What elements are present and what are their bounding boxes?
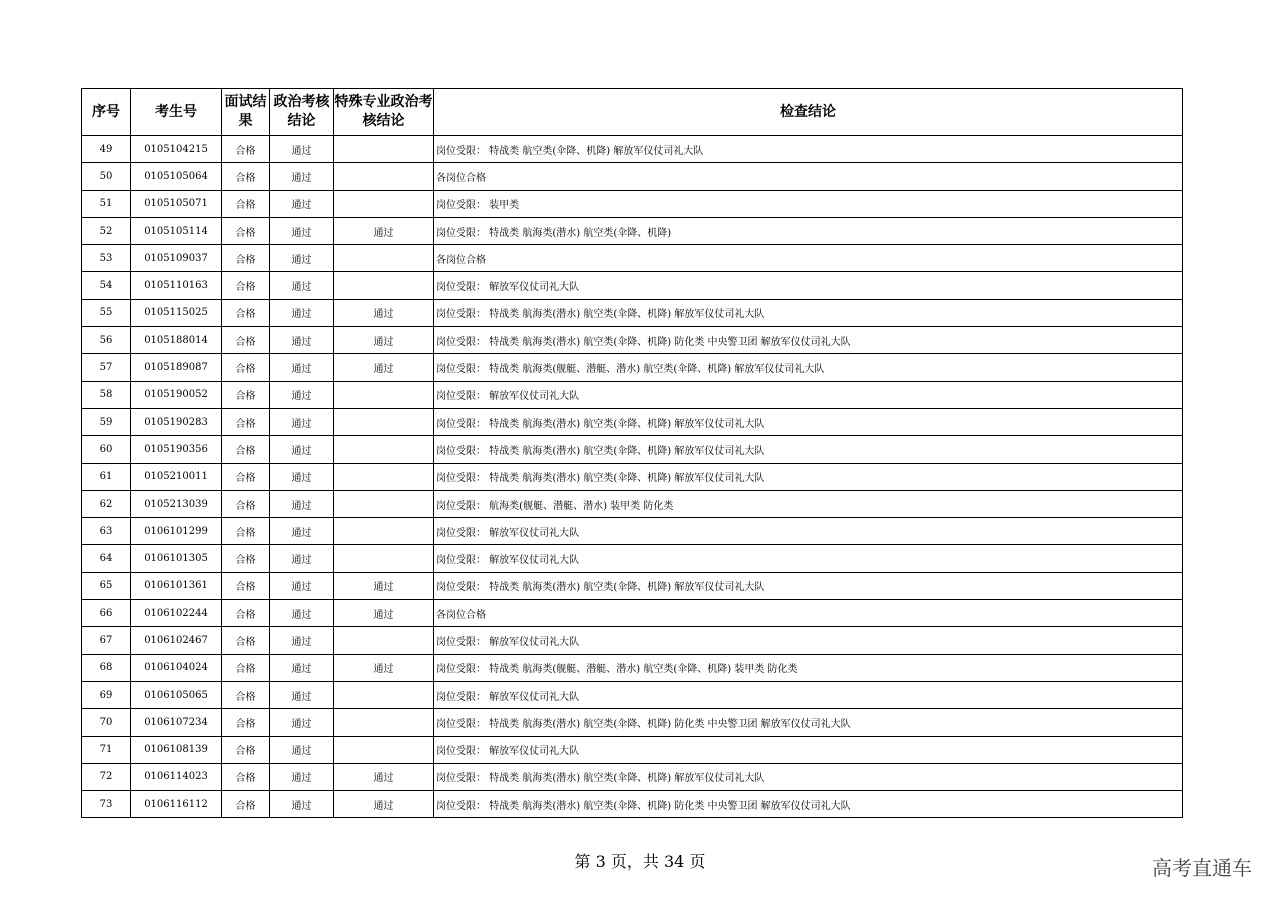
cell-interview-result: 合格 [222,327,270,354]
cell-candidate-number: 0106104024 [131,654,222,681]
cell-political-review: 通过 [270,600,334,627]
table-row [82,163,1183,190]
table-row [82,436,1183,463]
cell-special-political-review [334,545,434,572]
cell-interview-result: 合格 [222,709,270,736]
cell-interview-result: 合格 [222,763,270,790]
cell-inspection-conclusion: 岗位受限： 解放军仪仗司礼大队 [434,627,1183,654]
cell-special-political-review [334,163,434,190]
table-row [82,408,1183,435]
cell-political-review: 通过 [270,490,334,517]
cell-serial-number: 72 [82,763,131,790]
header-political-review: 政治考核结论 [270,89,334,136]
cell-interview-result: 合格 [222,190,270,217]
cell-serial-number: 51 [82,190,131,217]
table-row [82,763,1183,790]
cell-political-review: 通过 [270,545,334,572]
cell-political-review: 通过 [270,163,334,190]
cell-political-review: 通过 [270,791,334,818]
table-row [82,791,1183,818]
cell-inspection-conclusion: 岗位受限： 特战类 航海类(潜水) 航空类(伞降、机降) 解放军仪仗司礼大队 [434,572,1183,599]
cell-special-political-review [334,518,434,545]
cell-candidate-number: 0106102467 [131,627,222,654]
table-body [82,136,1183,818]
cell-political-review: 通过 [270,763,334,790]
cell-candidate-number: 0106101361 [131,572,222,599]
cell-interview-result: 合格 [222,654,270,681]
cell-special-political-review [334,490,434,517]
cell-candidate-number: 0105190356 [131,436,222,463]
cell-serial-number: 54 [82,272,131,299]
cell-interview-result: 合格 [222,791,270,818]
cell-candidate-number: 0105190283 [131,408,222,435]
cell-political-review: 通过 [270,627,334,654]
table-row [82,354,1183,381]
watermark-text: 高考直通车 [1152,856,1252,880]
cell-special-political-review [334,136,434,163]
cell-political-review: 通过 [270,463,334,490]
cell-inspection-conclusion: 各岗位合格 [434,163,1183,190]
cell-special-political-review [334,463,434,490]
cell-special-political-review: 通过 [334,791,434,818]
cell-special-political-review: 通过 [334,654,434,681]
cell-candidate-number: 0105115025 [131,299,222,326]
cell-inspection-conclusion: 岗位受限： 特战类 航海类(舰艇、潜艇、潜水) 航空类(伞降、机降) 装甲类 防化类 [434,654,1183,681]
table-row [82,190,1183,217]
cell-interview-result: 合格 [222,545,270,572]
cell-serial-number: 56 [82,327,131,354]
cell-interview-result: 合格 [222,627,270,654]
cell-interview-result: 合格 [222,299,270,326]
cell-interview-result: 合格 [222,518,270,545]
cell-inspection-conclusion: 岗位受限： 特战类 航海类(潜水) 航空类(伞降、机降) 解放军仪仗司礼大队 [434,299,1183,326]
cell-inspection-conclusion: 岗位受限： 解放军仪仗司礼大队 [434,381,1183,408]
cell-interview-result: 合格 [222,463,270,490]
cell-inspection-conclusion: 岗位受限： 解放军仪仗司礼大队 [434,518,1183,545]
table-row [82,381,1183,408]
table-row [82,217,1183,244]
cell-political-review: 通过 [270,572,334,599]
cell-interview-result: 合格 [222,272,270,299]
table-row [82,545,1183,572]
cell-serial-number: 60 [82,436,131,463]
cell-inspection-conclusion: 岗位受限： 解放军仪仗司礼大队 [434,681,1183,708]
cell-political-review: 通过 [270,272,334,299]
cell-candidate-number: 0106107234 [131,709,222,736]
cell-candidate-number: 0106101305 [131,545,222,572]
cell-inspection-conclusion: 各岗位合格 [434,245,1183,272]
cell-political-review: 通过 [270,709,334,736]
cell-political-review: 通过 [270,654,334,681]
table-row [82,736,1183,763]
cell-special-political-review [334,272,434,299]
table-row [82,136,1183,163]
cell-inspection-conclusion: 岗位受限： 特战类 航海类(潜水) 航空类(伞降、机降) 解放军仪仗司礼大队 [434,763,1183,790]
cell-interview-result: 合格 [222,681,270,708]
cell-serial-number: 55 [82,299,131,326]
cell-special-political-review [334,190,434,217]
cell-serial-number: 67 [82,627,131,654]
table-row [82,327,1183,354]
cell-inspection-conclusion: 各岗位合格 [434,600,1183,627]
cell-special-political-review [334,381,434,408]
cell-interview-result: 合格 [222,354,270,381]
cell-special-political-review [334,627,434,654]
cell-serial-number: 57 [82,354,131,381]
cell-special-political-review: 通过 [334,600,434,627]
table-row [82,572,1183,599]
cell-candidate-number: 0105110163 [131,272,222,299]
cell-serial-number: 64 [82,545,131,572]
cell-serial-number: 63 [82,518,131,545]
cell-candidate-number: 0105210011 [131,463,222,490]
cell-inspection-conclusion: 岗位受限： 航海类(舰艇、潜艇、潜水) 装甲类 防化类 [434,490,1183,517]
cell-serial-number: 61 [82,463,131,490]
cell-political-review: 通过 [270,245,334,272]
table-header-row [82,89,1183,136]
cell-special-political-review: 通过 [334,217,434,244]
cell-interview-result: 合格 [222,217,270,244]
cell-special-political-review: 通过 [334,327,434,354]
table-row [82,463,1183,490]
cell-political-review: 通过 [270,354,334,381]
cell-serial-number: 52 [82,217,131,244]
cell-inspection-conclusion: 岗位受限： 特战类 航海类(潜水) 航空类(伞降、机降) 防化类 中央警卫团 解放军仪仗司礼大队 [434,709,1183,736]
cell-special-political-review [334,681,434,708]
cell-interview-result: 合格 [222,736,270,763]
cell-inspection-conclusion: 岗位受限： 特战类 航海类(舰艇、潜艇、潜水) 航空类(伞降、机降) 解放军仪仗司礼大队 [434,354,1183,381]
page-number: 第 3 页，共 34 页 [574,852,706,871]
cell-serial-number: 70 [82,709,131,736]
header-candidate-number: 考生号 [131,89,222,136]
header-interview-result: 面试结果 [222,89,270,136]
cell-serial-number: 73 [82,791,131,818]
cell-inspection-conclusion: 岗位受限： 特战类 航海类(潜水) 航空类(伞降、机降) 解放军仪仗司礼大队 [434,436,1183,463]
table-row [82,245,1183,272]
cell-special-political-review: 通过 [334,299,434,326]
cell-interview-result: 合格 [222,408,270,435]
cell-special-political-review: 通过 [334,763,434,790]
results-table [81,88,1183,818]
table-row [82,490,1183,517]
cell-special-political-review [334,245,434,272]
cell-serial-number: 62 [82,490,131,517]
cell-candidate-number: 0105105064 [131,163,222,190]
cell-special-political-review [334,736,434,763]
cell-inspection-conclusion: 岗位受限： 特战类 航海类(潜水) 航空类(伞降、机降) 防化类 中央警卫团 解放军仪仗司礼大队 [434,327,1183,354]
cell-candidate-number: 0105189087 [131,354,222,381]
cell-inspection-conclusion: 岗位受限： 特战类 航海类(潜水) 航空类(伞降、机降) [434,217,1183,244]
cell-candidate-number: 0106102244 [131,600,222,627]
cell-candidate-number: 0105188014 [131,327,222,354]
cell-special-political-review [334,436,434,463]
cell-candidate-number: 0105105071 [131,190,222,217]
cell-candidate-number: 0106101299 [131,518,222,545]
cell-candidate-number: 0106108139 [131,736,222,763]
cell-political-review: 通过 [270,299,334,326]
cell-political-review: 通过 [270,736,334,763]
cell-serial-number: 59 [82,408,131,435]
header-inspection-conclusion: 检查结论 [434,89,1183,136]
header-special-political-review: 特殊专业政治考核结论 [334,89,434,136]
cell-interview-result: 合格 [222,136,270,163]
table-row [82,518,1183,545]
cell-special-political-review [334,709,434,736]
table-row [82,627,1183,654]
cell-serial-number: 50 [82,163,131,190]
cell-political-review: 通过 [270,136,334,163]
cell-inspection-conclusion: 岗位受限： 特战类 航空类(伞降、机降) 解放军仪仗司礼大队 [434,136,1183,163]
cell-candidate-number: 0106116112 [131,791,222,818]
cell-political-review: 通过 [270,408,334,435]
cell-interview-result: 合格 [222,381,270,408]
cell-inspection-conclusion: 岗位受限： 特战类 航海类(潜水) 航空类(伞降、机降) 解放军仪仗司礼大队 [434,463,1183,490]
cell-political-review: 通过 [270,217,334,244]
table-row [82,709,1183,736]
cell-candidate-number: 0105105114 [131,217,222,244]
cell-serial-number: 65 [82,572,131,599]
cell-inspection-conclusion: 岗位受限： 特战类 航海类(潜水) 航空类(伞降、机降) 防化类 中央警卫团 解放军仪仗司礼大队 [434,791,1183,818]
cell-political-review: 通过 [270,436,334,463]
cell-inspection-conclusion: 岗位受限： 装甲类 [434,190,1183,217]
cell-inspection-conclusion: 岗位受限： 特战类 航海类(潜水) 航空类(伞降、机降) 解放军仪仗司礼大队 [434,408,1183,435]
cell-serial-number: 58 [82,381,131,408]
cell-interview-result: 合格 [222,245,270,272]
cell-candidate-number: 0105109037 [131,245,222,272]
cell-political-review: 通过 [270,681,334,708]
cell-serial-number: 49 [82,136,131,163]
cell-inspection-conclusion: 岗位受限： 解放军仪仗司礼大队 [434,545,1183,572]
cell-candidate-number: 0105213039 [131,490,222,517]
cell-interview-result: 合格 [222,436,270,463]
cell-political-review: 通过 [270,190,334,217]
cell-political-review: 通过 [270,381,334,408]
cell-interview-result: 合格 [222,490,270,517]
cell-serial-number: 69 [82,681,131,708]
cell-special-political-review: 通过 [334,354,434,381]
table-row [82,681,1183,708]
cell-special-political-review [334,408,434,435]
cell-serial-number: 71 [82,736,131,763]
cell-serial-number: 68 [82,654,131,681]
cell-interview-result: 合格 [222,600,270,627]
cell-political-review: 通过 [270,327,334,354]
header-serial-number: 序号 [82,89,131,136]
cell-serial-number: 53 [82,245,131,272]
cell-candidate-number: 0106114023 [131,763,222,790]
cell-interview-result: 合格 [222,163,270,190]
cell-serial-number: 66 [82,600,131,627]
cell-candidate-number: 0105104215 [131,136,222,163]
table-row [82,299,1183,326]
table-row [82,600,1183,627]
cell-candidate-number: 0105190052 [131,381,222,408]
cell-political-review: 通过 [270,518,334,545]
cell-interview-result: 合格 [222,572,270,599]
table-row [82,272,1183,299]
cell-special-political-review: 通过 [334,572,434,599]
cell-candidate-number: 0106105065 [131,681,222,708]
table-row [82,654,1183,681]
cell-inspection-conclusion: 岗位受限： 解放军仪仗司礼大队 [434,736,1183,763]
cell-inspection-conclusion: 岗位受限： 解放军仪仗司礼大队 [434,272,1183,299]
